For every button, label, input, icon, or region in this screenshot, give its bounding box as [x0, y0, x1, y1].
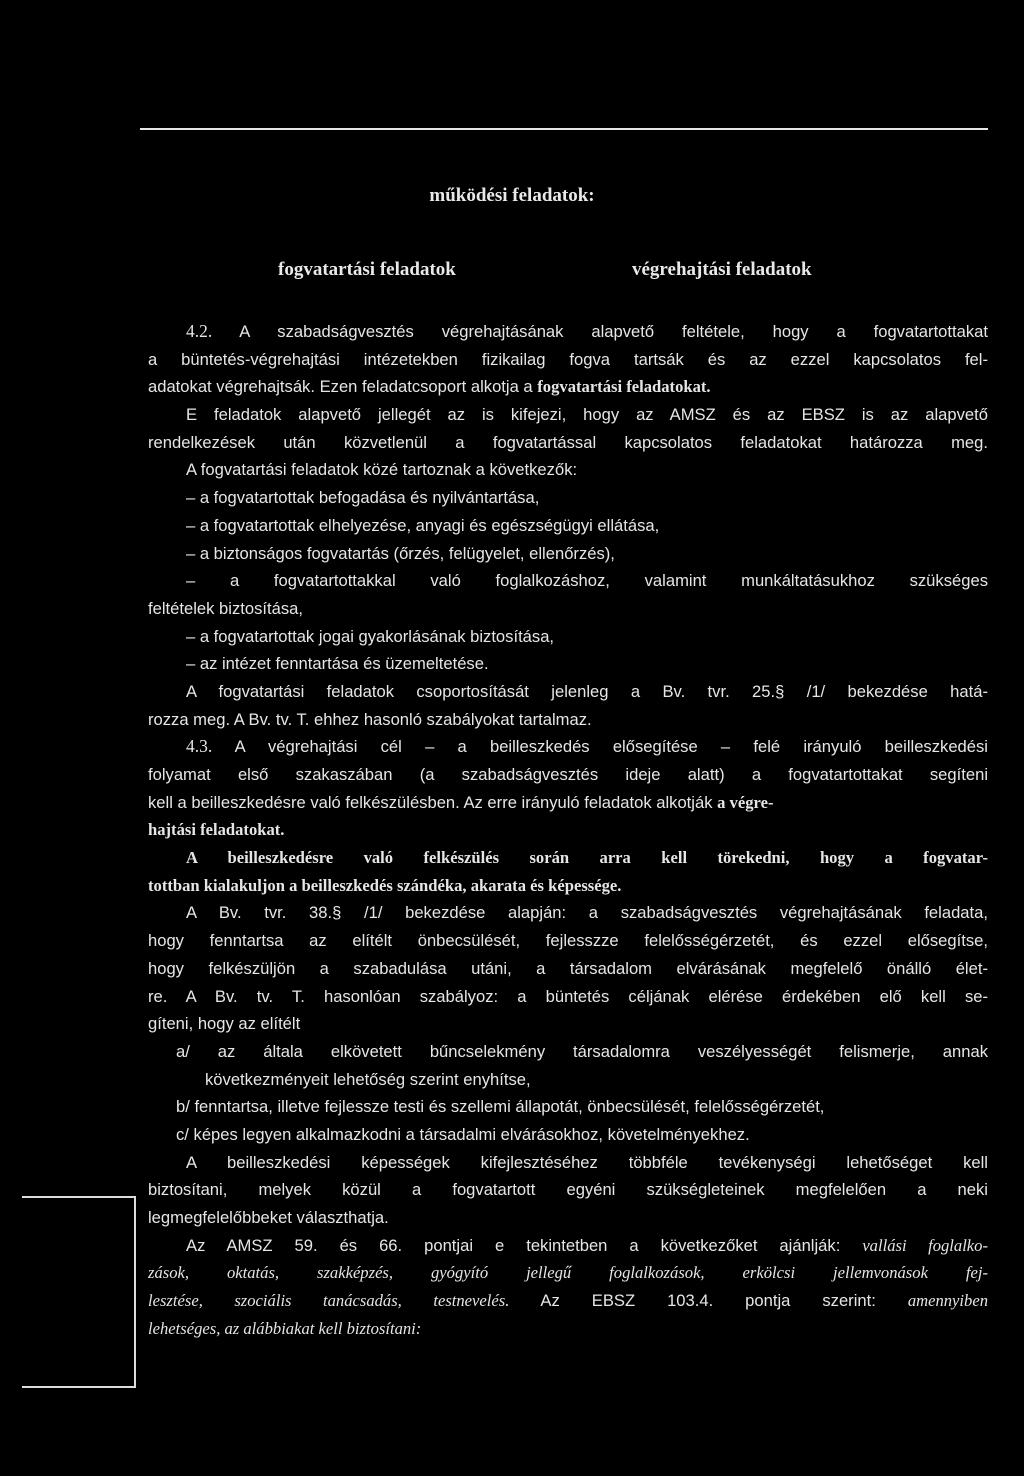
para-43-line	[148, 1259, 988, 1287]
para-42-line: A fogvatartási feladatok közé tartoznak a következők:	[186, 460, 578, 480]
list-item: – az intézet fenntartása és üzemeltetése.	[186, 654, 489, 674]
italic-text: lehetséges, az alábbiakat kell biztosítani:	[148, 1318, 422, 1338]
para-43-line: kell a beilleszkedésre való felkészülésben. Az erre irányuló feladatok alkotják a végre-	[148, 792, 774, 812]
margin-box-right-edge	[134, 1196, 136, 1388]
para-42-line: rendelkezések után közvetlenül a fogvatartással kapcsolatos feladatokat határozza meg.	[148, 432, 988, 452]
list-item: feltételek biztosítása,	[148, 598, 303, 618]
list-item: – a fogvatartottak befogadása és nyilvántartása,	[186, 488, 540, 508]
italic-text: vallási foglalko-	[862, 1235, 988, 1255]
para-43-line: lesztése, szociális tanácsadás, testnevelés. Az EBSZ 103.4. pontja szerint: amennyiben	[148, 1291, 988, 1311]
list-item: – a biztonságos fogvatartás (őrzés, felügyelet, ellenőrzés),	[186, 543, 615, 563]
para-43-line	[148, 816, 988, 844]
list-item: c/ képes legyen alkalmazkodni a társadalmi elvárásokhoz, követelményekhez.	[176, 1124, 750, 1144]
list-item: következményeit lehetőség szerint enyhítse,	[205, 1069, 531, 1089]
para-43-line: re. A Bv. tv. T. hasonlóan szabályoz: a büntetés céljának elérése érdekében elő kell se-	[148, 986, 988, 1006]
para-42-line: adatokat végrehajtsák. Ezen feladatcsoport alkotja a fogvatartási feladatokat.	[148, 377, 711, 397]
subheading-execution-tasks: végrehajtási feladatok	[632, 259, 812, 280]
para-43-line: Az AMSZ 59. és 66. pontjai e tekintetben a következőket ajánlják: vallási foglalko-	[186, 1235, 988, 1255]
para-43-line: 4.3. A végrehajtási cél – a beilleszkedés elősegítése – felé irányuló beilleszkedési	[186, 736, 988, 757]
para-43-line: legmegfelelőbbeket választhatja.	[148, 1208, 389, 1227]
list-item: – a fogvatartottakkal való foglalkozáshoz, valamint munkáltatásukhoz szükséges	[186, 571, 988, 591]
bold-term: hajtási feladatokat.	[148, 820, 285, 840]
para-42-line: A fogvatartási feladatok csoportosítását jelenleg a Bv. tvr. 25.§ /1/ bekezdése hatá-	[186, 681, 988, 701]
list-item: – a fogvatartottak jogai gyakorlásának biztosítása,	[186, 626, 555, 646]
list-item: – a fogvatartottak elhelyezése, anyagi és egészségügyi ellátása,	[186, 515, 660, 535]
bold-term: a végre-	[717, 792, 774, 812]
bold-term: fogvatartási feladatokat.	[537, 377, 711, 397]
italic-text: lesztése, szociális tanácsadás, testnevelés.	[148, 1291, 510, 1311]
para-43-line: folyamat első szakaszában (a szabadságvesztés ideje alatt) a fogvatartottakat segíteni	[148, 765, 988, 784]
para-43-line: A Bv. tvr. 38.§ /1/ bekezdése alapján: a szabadságvesztés végrehajtásának feladata,	[186, 903, 988, 923]
para-43-bold-line: tottban kialakuljon a beilleszkedés szándéka, akarata és képessége.	[148, 875, 622, 895]
subheading-custody-tasks: fogvatartási feladatok	[278, 259, 456, 280]
body-text	[148, 318, 988, 1342]
list-item: b/ fenntartsa, illetve fejlessze testi és szellemi állapotát, önbecsülését, felelősségérzetét,	[176, 1097, 825, 1117]
para-number: 4.2.	[186, 321, 213, 341]
italic-text: zások, oktatás, szakképzés, gyógyító jellegű foglalkozások, erkölcsi jellemvonások fej-	[148, 1263, 988, 1283]
para-43-line: A beilleszkedési képességek kifejlesztéséhez többféle tevékenységi lehetőséget kell	[186, 1152, 988, 1172]
top-rule	[140, 128, 988, 130]
para-43-line: hogy fenntartsa az elítélt önbecsülését, fejlesszze felelősségérzetét, és ezzel elősegítse,	[148, 931, 988, 951]
para-43-line	[148, 1315, 988, 1343]
margin-box-top-edge	[22, 1196, 134, 1198]
para-43-line: gíteni, hogy az elítélt	[148, 1014, 301, 1034]
para-42-line: rozza meg. A Bv. tv. T. ehhez hasonló szabályokat tartalmaz.	[148, 709, 592, 729]
para-43-line: hogy felkészüljön a szabadulása utáni, a társadalom elvárásának megfelelő önálló élet-	[148, 958, 988, 978]
para-43-line: biztosítani, melyek közül a fogvatartott egyéni szükségleteinek megfelelően a neki	[148, 1180, 988, 1200]
section-heading: működési feladatok:	[429, 185, 595, 206]
margin-box-bottom-edge	[22, 1386, 134, 1388]
list-item: a/ az általa elkövetett bűncselekmény társadalomra veszélyességét felismerje, annak	[176, 1041, 988, 1061]
italic-text: amennyiben	[907, 1291, 988, 1311]
para-43-bold-line: A beilleszkedésre való felkészülés során arra kell törekedni, hogy a fogvatar-	[186, 848, 988, 868]
para-42-line: a büntetés-végrehajtási intézetekben fizikailag fogva tartsák és az ezzel kapcsolatos fel-	[148, 349, 988, 369]
para-42-line: 4.2. A szabadságvesztés végrehajtásának alapvető feltétele, hogy a fogvatartottakat	[186, 321, 988, 341]
para-42-line: E feladatok alapvető jellegét az is kifejezi, hogy az AMSZ és az EBSZ is az alapvető	[186, 405, 988, 425]
para-number: 4.3.	[186, 736, 213, 757]
